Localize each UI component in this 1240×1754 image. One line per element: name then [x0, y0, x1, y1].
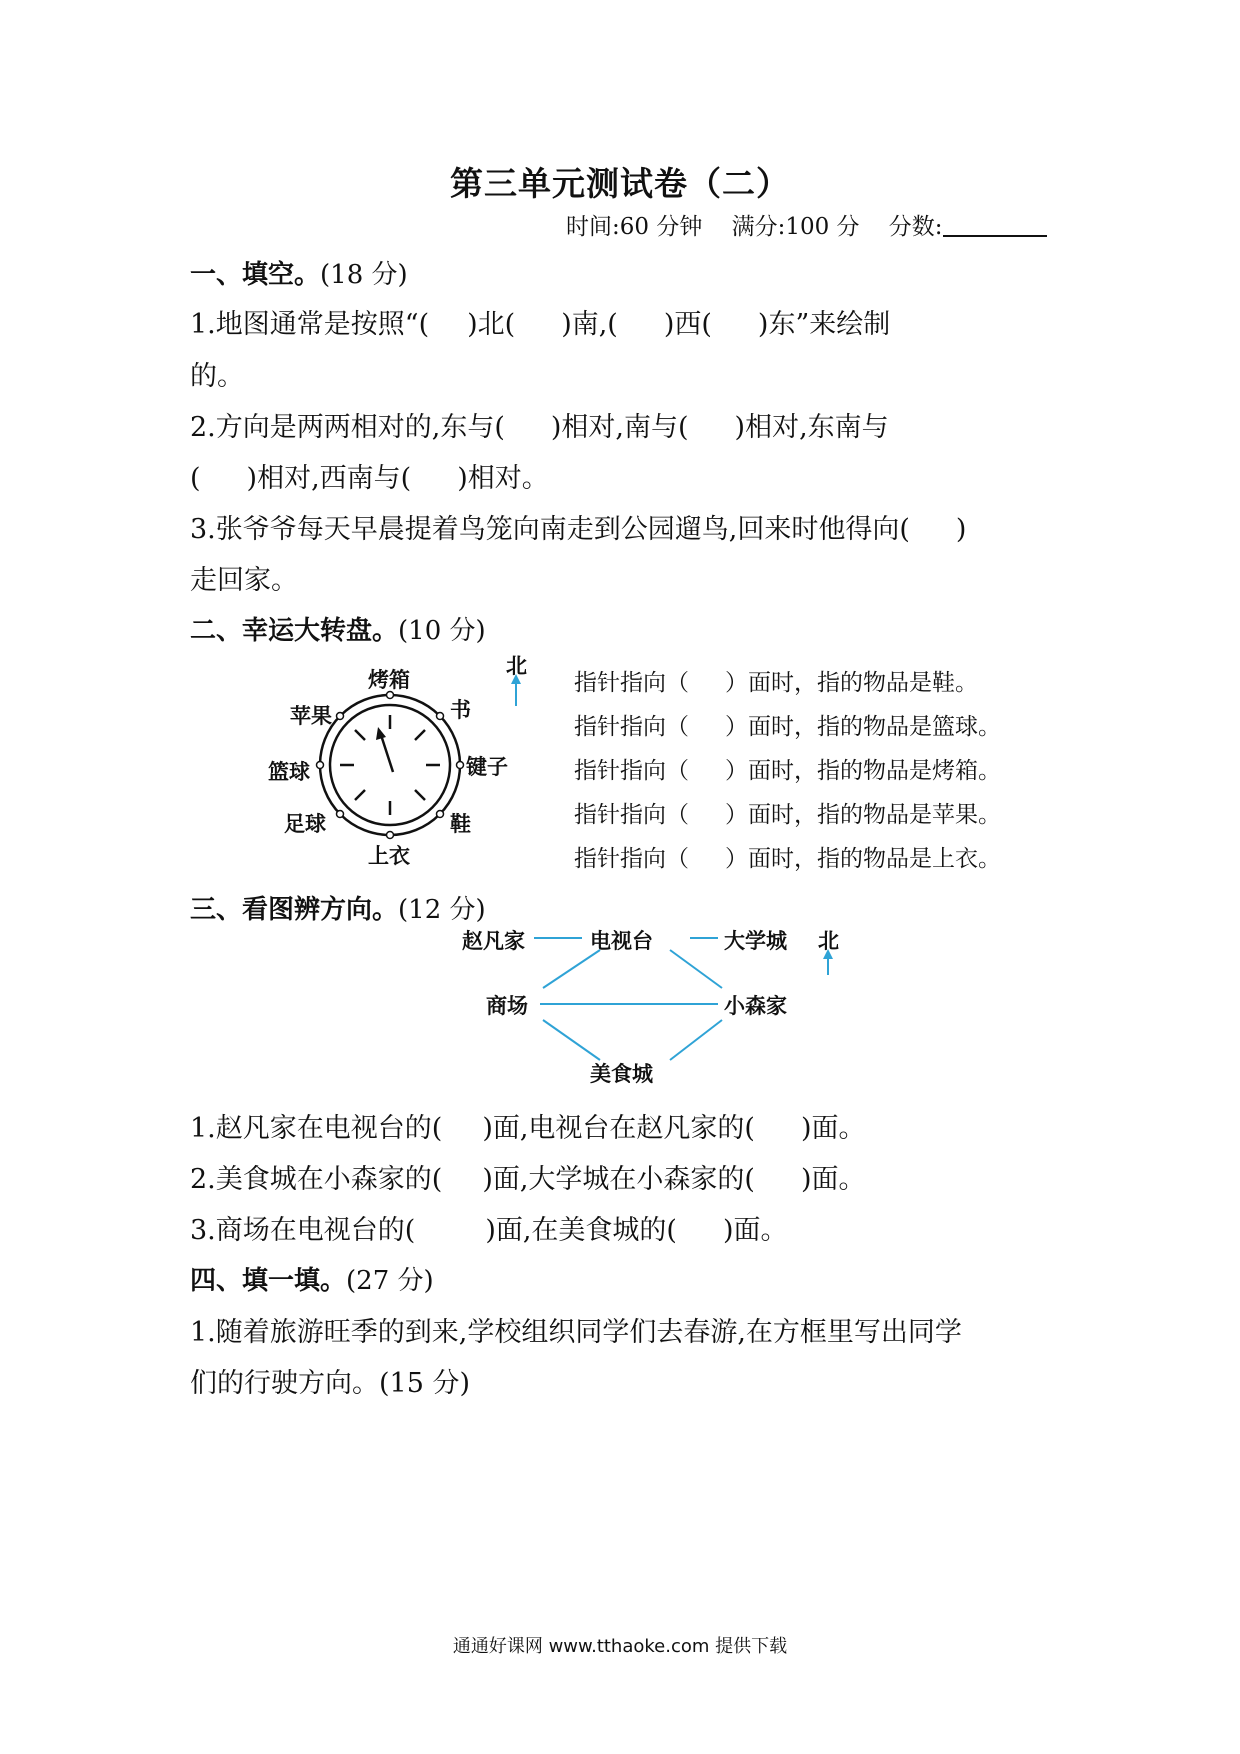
s3-q1: 1.赵凡家在电视台的( )面,电视台在赵凡家的( )面。 — [190, 1113, 866, 1144]
wheel-pointer-head — [376, 727, 386, 740]
wheel-label-shoes: 鞋 — [450, 812, 471, 836]
direction-map — [534, 938, 722, 1060]
wheel-prompt-5: 指针指向（ ）面时，指的物品是上衣。 — [574, 846, 1001, 872]
map-north-label: 北 — [818, 929, 839, 953]
line-tv-xiao — [670, 950, 722, 988]
s4-q1-line2: 们的行驶方向。(15 分) — [190, 1368, 471, 1399]
wheel-label-shuttlecock: 键子 — [466, 755, 508, 779]
section2-title: 二、幸运大转盘。 — [190, 616, 399, 646]
wheel-label-football: 足球 — [284, 812, 326, 836]
line-food-xiao — [670, 1020, 722, 1060]
lucky-wheel — [317, 692, 464, 839]
map-label-mall: 商场 — [486, 994, 528, 1018]
s4-q1-line1: 1.随着旅游旺季的到来,学校组织同学们去春游,在方框里写出同学 — [190, 1317, 962, 1348]
map-label-xiaosen-home: 小森家 — [724, 994, 787, 1018]
score-label: 分数: — [888, 214, 943, 240]
wheel-north-label: 北 — [506, 654, 527, 678]
section4-title: 四、填一填。 — [190, 1266, 347, 1296]
s1-q1-line2: 的。 — [190, 361, 244, 392]
line-mall-tv — [543, 950, 600, 988]
map-label-food-city: 美食城 — [590, 1062, 653, 1086]
wheel-label-shirt: 上衣 — [368, 844, 410, 868]
wheel-prompt-3: 指针指向（ ）面时，指的物品是烤箱。 — [574, 758, 1001, 784]
section1-title: 一、填空。 — [190, 260, 321, 290]
s1-q2-line2: ( )相对,西南与( )相对。 — [190, 463, 549, 494]
s1-q1-line1: 1.地图通常是按照“( )北( )南,( )西( )东”来绘制 — [190, 309, 891, 340]
time-label: 时间:60 分钟 — [566, 214, 703, 240]
map-label-zhao-home: 赵凡家 — [462, 929, 525, 953]
wheel-label-oven: 烤箱 — [368, 668, 410, 692]
wheel-label-book: 书 — [450, 698, 471, 722]
wheel-prompt-2: 指针指向（ ）面时，指的物品是篮球。 — [574, 714, 1001, 740]
section3-heading — [190, 889, 486, 926]
page-title: 第三单元测试卷（二） — [450, 164, 790, 203]
s3-q3: 3.商场在电视台的( )面,在美食城的( )面。 — [190, 1215, 788, 1246]
wheel-prompt-1: 指针指向（ ）面时，指的物品是鞋。 — [574, 670, 978, 696]
wheel-label-apple: 苹果 — [290, 704, 332, 728]
section4-heading — [190, 1260, 434, 1297]
wheel-prompt-4: 指针指向（ ）面时，指的物品是苹果。 — [574, 802, 1001, 828]
section4-points: (27 分) — [346, 1266, 434, 1296]
s1-q2-line1: 2.方向是两两相对的,东与( )相对,南与( )相对,东南与 — [190, 412, 889, 443]
map-label-tv-station: 电视台 — [590, 929, 653, 953]
s3-q2: 2.美食城在小森家的( )面,大学城在小森家的( )面。 — [190, 1164, 866, 1195]
map-label-university-town: 大学城 — [724, 929, 787, 953]
section1-points: (18 分) — [320, 260, 408, 290]
full-score-label: 满分:100 分 — [731, 214, 860, 240]
section3-title: 三、看图辨方向。 — [190, 895, 399, 925]
footer-credit: 通通好课网 www.tthaoke.com 提供下载 — [452, 1636, 788, 1657]
section2-points: (10 分) — [398, 616, 486, 646]
wheel-label-basketball: 篮球 — [268, 760, 310, 784]
s1-q3-line1: 3.张爷爷每天早晨提着鸟笼向南走到公园遛鸟,回来时他得向( ) — [190, 514, 967, 545]
s1-q3-line2: 走回家。 — [190, 565, 298, 596]
line-mall-food — [543, 1020, 600, 1060]
wheel-pointer — [381, 735, 393, 772]
section3-points: (12 分) — [398, 895, 486, 925]
